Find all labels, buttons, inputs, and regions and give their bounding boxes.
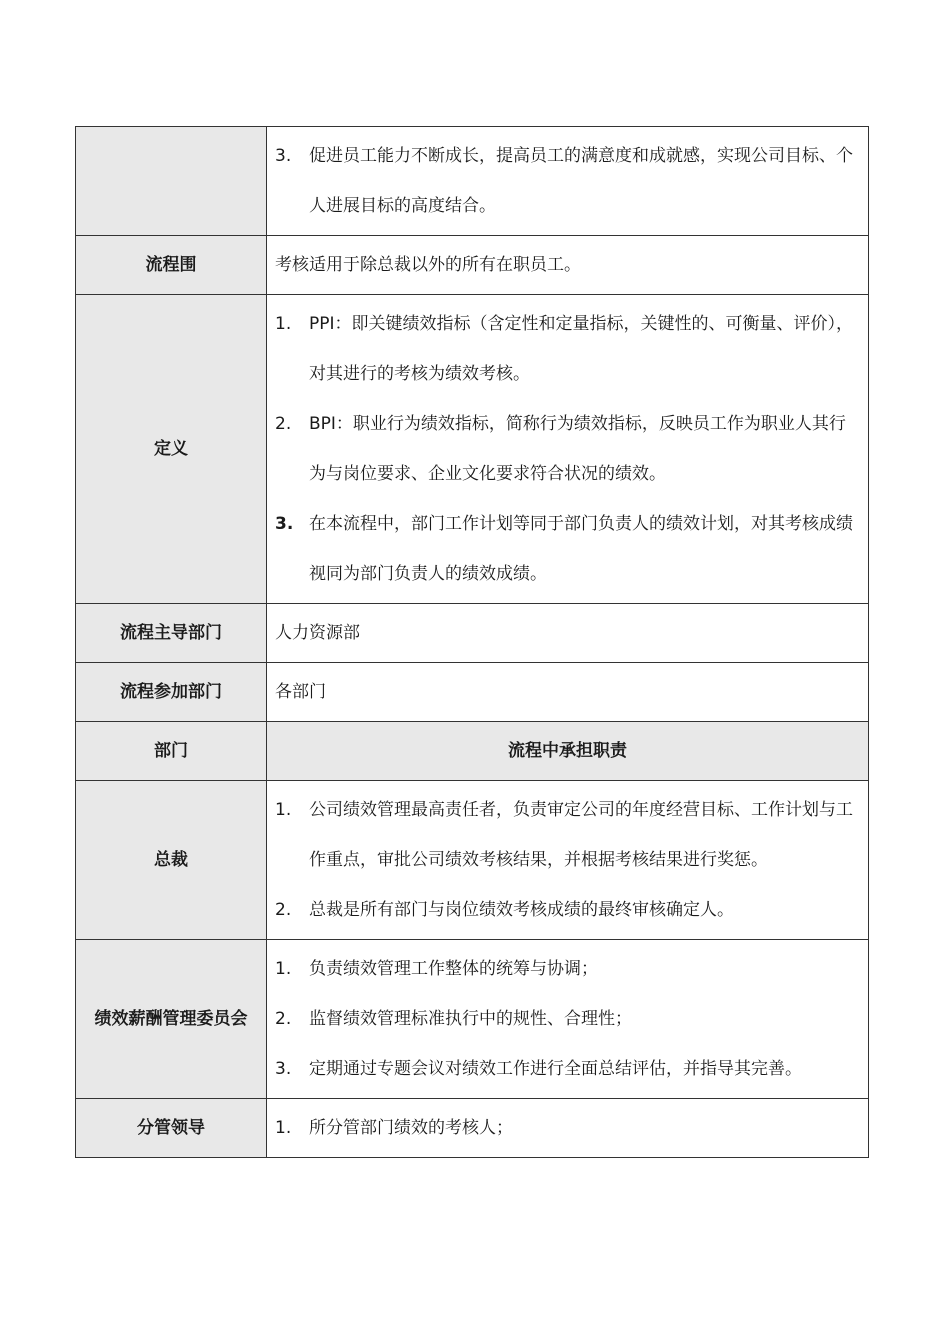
row-label: 流程参加部门 bbox=[76, 663, 267, 722]
row-content bbox=[267, 940, 869, 1099]
row-content: 各部门 bbox=[267, 663, 869, 722]
list-item bbox=[275, 885, 860, 935]
item-text: 定期通过专题会议对绩效工作进行全面总结评估，并指导其完善。 bbox=[309, 1059, 802, 1079]
list-item bbox=[275, 994, 860, 1044]
row-content: 考核适用于除总裁以外的所有在职员工。 bbox=[267, 236, 869, 295]
list-item bbox=[275, 131, 860, 231]
item-list bbox=[275, 1099, 860, 1157]
item-number: 3. bbox=[275, 146, 292, 166]
item-number: 1. bbox=[275, 314, 292, 334]
item-text: 负责绩效管理工作整体的统筹与协调； bbox=[309, 959, 598, 979]
item-number: 1. bbox=[275, 800, 292, 820]
table-row bbox=[76, 940, 869, 1099]
row-label: 流程主导部门 bbox=[76, 604, 267, 663]
list-item bbox=[275, 499, 860, 599]
row-label: 定义 bbox=[76, 295, 267, 604]
item-text: BPI：职业行为绩效指标，简称行为绩效指标，反映员工作为职业人其行为与岗位要求、企业文化要求符合状况的绩效。 bbox=[309, 414, 846, 484]
item-list bbox=[275, 781, 860, 939]
table-header-row bbox=[76, 722, 869, 781]
list-item bbox=[275, 1044, 860, 1094]
item-number: 2. bbox=[275, 414, 292, 434]
table-row bbox=[76, 1099, 869, 1158]
process-table bbox=[75, 126, 869, 1158]
item-number: 2. bbox=[275, 1009, 292, 1029]
row-label: 分管领导 bbox=[76, 1099, 267, 1158]
table-row bbox=[76, 663, 869, 722]
row-content bbox=[267, 781, 869, 940]
table-row bbox=[76, 781, 869, 940]
row-content bbox=[267, 295, 869, 604]
table-row bbox=[76, 604, 869, 663]
table-row bbox=[76, 127, 869, 236]
table-row bbox=[76, 295, 869, 604]
item-number: 3. bbox=[275, 1059, 292, 1079]
table-row bbox=[76, 236, 869, 295]
item-text: 监督绩效管理标准执行中的规性、合理性； bbox=[309, 1009, 632, 1029]
item-list bbox=[275, 127, 860, 235]
list-item bbox=[275, 399, 860, 499]
item-list bbox=[275, 295, 860, 603]
item-text: 所分管部门绩效的考核人； bbox=[309, 1118, 513, 1138]
item-text: 促进员工能力不断成长，提高员工的满意度和成就感，实现公司目标、个人进展目标的高度结合。 bbox=[309, 146, 853, 216]
list-item bbox=[275, 944, 860, 994]
row-content bbox=[267, 127, 869, 236]
row-content: 人力资源部 bbox=[267, 604, 869, 663]
column-header-responsibility: 流程中承担职责 bbox=[267, 722, 869, 781]
row-label: 总裁 bbox=[76, 781, 267, 940]
row-label: 流程围 bbox=[76, 236, 267, 295]
item-number: 1. bbox=[275, 1118, 292, 1138]
item-text: 公司绩效管理最高责任者，负责审定公司的年度经营目标、工作计划与工作重点，审批公司绩效考核结果，并根据考核结果进行奖惩。 bbox=[309, 800, 853, 870]
item-text: 总裁是所有部门与岗位绩效考核成绩的最终审核确定人。 bbox=[309, 900, 734, 920]
row-label: 绩效薪酬管理委员会 bbox=[76, 940, 267, 1099]
list-item bbox=[275, 785, 860, 885]
item-text: PPI：即关键绩效指标（含定性和定量指标，关键性的、可衡量、评价），对其进行的考核为绩效考核。 bbox=[309, 314, 854, 384]
list-item bbox=[275, 299, 860, 399]
item-number: 3. bbox=[275, 514, 294, 534]
item-number: 1. bbox=[275, 959, 292, 979]
item-list bbox=[275, 940, 860, 1098]
list-item bbox=[275, 1103, 860, 1153]
row-label bbox=[76, 127, 267, 236]
row-content bbox=[267, 1099, 869, 1158]
item-text: 在本流程中，部门工作计划等同于部门负责人的绩效计划，对其考核成绩视同为部门负责人的绩效成绩。 bbox=[309, 514, 853, 584]
column-header-department: 部门 bbox=[76, 722, 267, 781]
item-number: 2. bbox=[275, 900, 292, 920]
